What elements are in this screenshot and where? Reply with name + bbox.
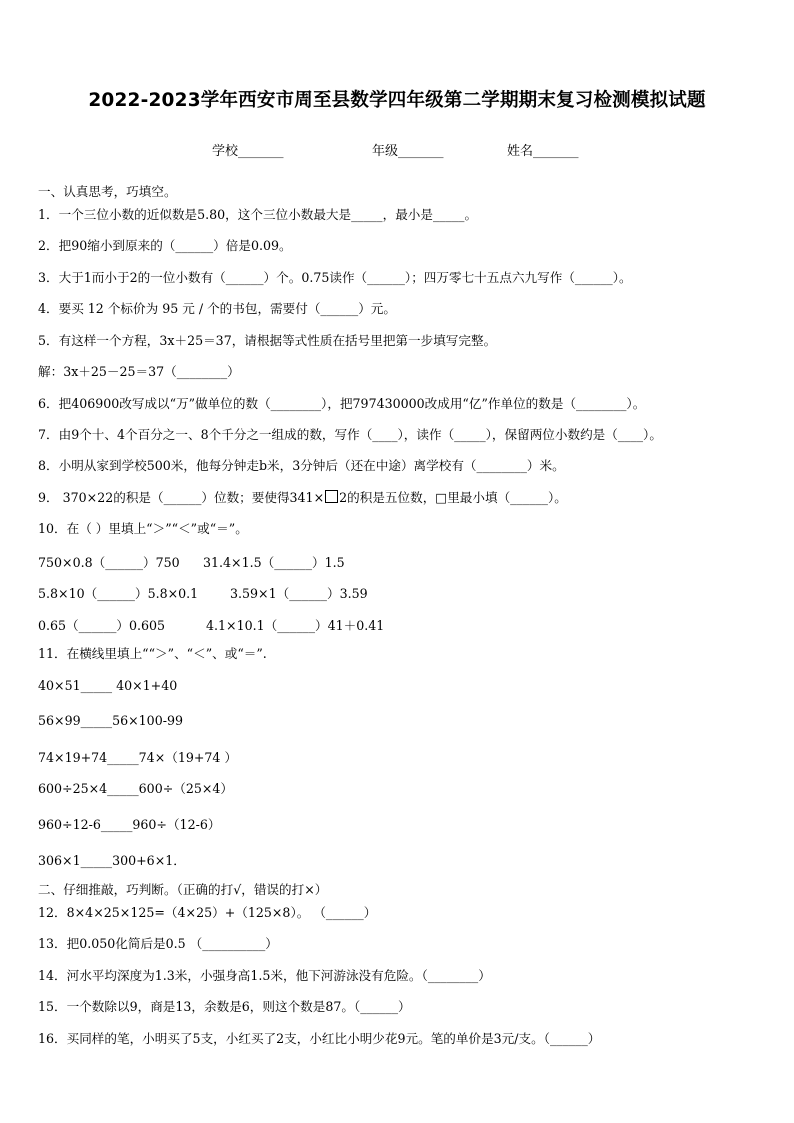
question-8: 8．小明从家到学校500米，他每分钟走b米，3分钟后（还在中途）离学校有（________）米。 — [38, 458, 565, 473]
question-14: 14．河水平均深度为1.3米，小强身高1.5米，他下河游泳没有危险。（________） — [38, 968, 491, 983]
q10-item-6: 4.1×10.1（______）41＋0.41 — [206, 618, 385, 633]
q11-item-2: 56×99_____56×100-99 — [38, 713, 183, 728]
blank-box-icon — [325, 490, 338, 503]
school-field: 学校_______ — [212, 144, 284, 159]
question-9-part-1: 9． 370×22的积是（______）位数；要使得341× — [38, 490, 325, 505]
q10-item-2: 31.4×1.5（______）1.5 — [203, 555, 345, 570]
question-12: 12．8×4×25×125=（4×25）+（125×8）。 （______） — [38, 905, 377, 920]
grade-field: 年级_______ — [372, 144, 444, 159]
question-2: 2．把90缩小到原来的（______）倍是0.09。 — [38, 238, 292, 253]
section-1-heading: 一、认真思考，巧填空。 — [38, 184, 177, 199]
question-3: 3．大于1而小于2的一位小数有（______）个。0.75读作（______）；四万零七十五点六九写作（______）。 — [38, 270, 632, 285]
q11-item-6: 306×1_____300+6×1． — [38, 853, 186, 868]
q11-item-1: 40×51_____ 40×1+40 — [38, 678, 178, 693]
question-9-part-2: 2的积是五位数，□里最小填（______）。 — [339, 490, 567, 505]
question-4: 4．要买 12 个标价为 95 元 / 个的书包，需要付（______）元。 — [38, 301, 396, 316]
question-5-solution: 解：3x＋25－25＝37（________） — [38, 364, 240, 379]
page-title: 2022-2023学年西安市周至县数学四年级第二学期期末复习检测模拟试题 — [88, 90, 706, 111]
question-13: 13．把0.050化简后是0.5 （__________） — [38, 936, 278, 951]
question-11: 11．在横线里填上““＞”、“＜”、或“＝”. — [38, 646, 267, 661]
question-7: 7．由9个十、4个百分之一、8个千分之一组成的数，写作（____），读作（_____），保留两位小数约是（____）。 — [38, 427, 662, 442]
question-9 — [38, 490, 567, 506]
q10-item-1: 750×0.8（______）750 — [38, 555, 180, 570]
question-5: 5．有这样一个方程，3x＋25＝37，请根据等式性质在括号里把第一步填写完整。 — [38, 333, 497, 348]
q10-item-4: 3.59×1（______）3.59 — [230, 586, 368, 601]
question-1: 1．一个三位小数的近似数是5.80，这个三位小数最大是_____，最小是_____。 — [38, 207, 478, 222]
q10-item-5: 0.65（______）0.605 — [38, 618, 166, 633]
name-field: 姓名_______ — [507, 144, 579, 159]
q11-item-3: 74×19+74_____74×（19+74 ） — [38, 750, 238, 765]
question-15: 15．一个数除以9，商是13，余数是6，则这个数是87。（______） — [38, 999, 411, 1014]
question-6: 6．把406900改写成以“万”做单位的数（________），把797430000改成用“亿”作单位的数是（________）。 — [38, 396, 646, 411]
question-10: 10．在（ ）里填上“＞”“＜”或“＝”。 — [38, 521, 248, 536]
q11-item-4: 600÷25×4_____600÷（25×4） — [38, 781, 234, 796]
question-16: 16．买同样的笔，小明买了5支，小红买了2支，小红比小明少花9元。笔的单价是3元/支。（______） — [38, 1031, 601, 1046]
q11-item-5: 960÷12-6_____960÷（12-6） — [38, 817, 221, 832]
q10-item-3: 5.8×10（______）5.8×0.1 — [38, 586, 199, 601]
section-2-heading: 二、仔细推敲，巧判断。（正确的打√，错误的打×） — [38, 882, 328, 897]
